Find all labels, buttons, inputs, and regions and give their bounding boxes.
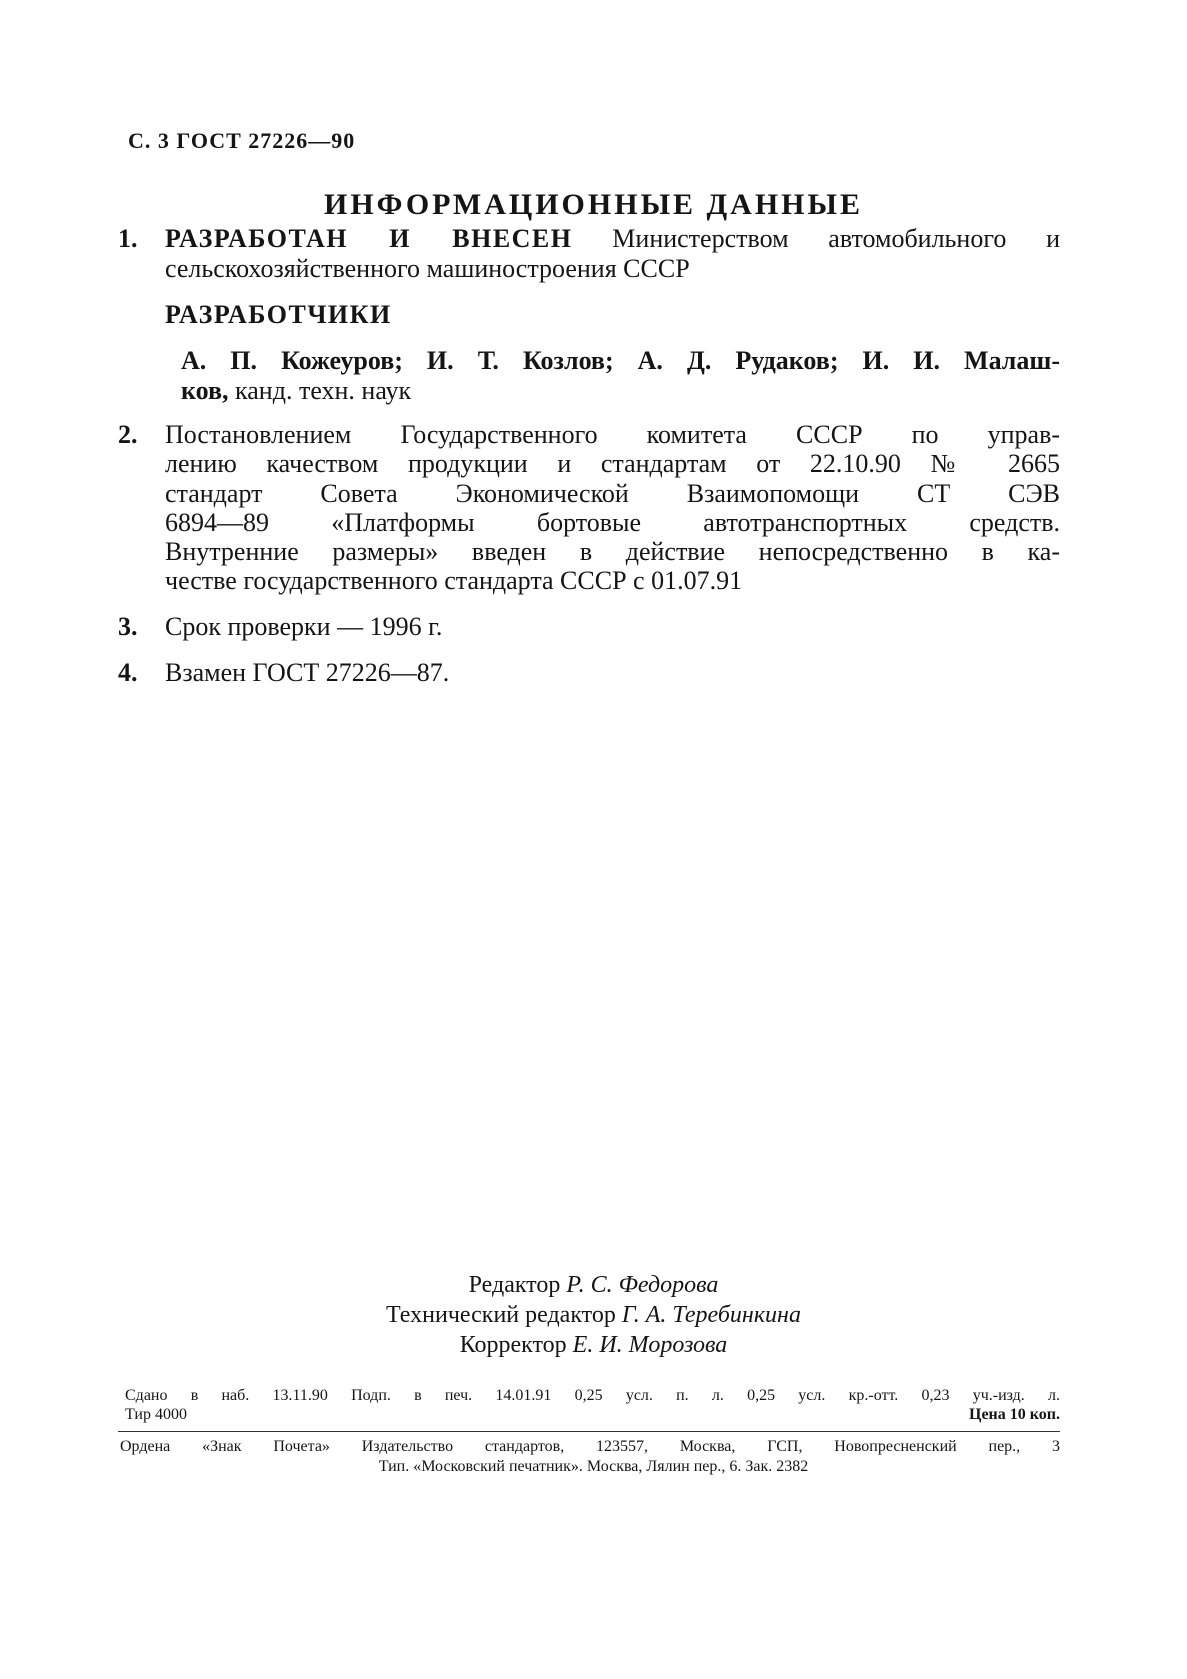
item-1-line-2: сельскохозяйственного машиностроения СССР bbox=[165, 254, 690, 283]
item-2-line: 6894—89 «Платформы бортовые автотранспортных средств. bbox=[165, 508, 1060, 537]
item-1-line-1-rest: Министерством автомобильного и bbox=[612, 224, 1061, 253]
credit-tech-editor bbox=[0, 1302, 1187, 1329]
developers-degree: канд. техн. наук bbox=[235, 376, 412, 405]
item-4-text: Взамен ГОСТ 27226—87. bbox=[165, 658, 450, 687]
item-2-line: честве государственного стандарта СССР с 01.07.91 bbox=[165, 566, 743, 595]
item-3-text: Срок проверки — 1996 г. bbox=[165, 612, 443, 641]
item-2-line: стандарт Совета Экономической Взаимопомощи СТ СЭВ bbox=[165, 479, 1060, 508]
item-4-number: 4. bbox=[118, 658, 138, 687]
developers-line-1: А. П. Кожеуров; И. Т. Козлов; А. Д. Рудаков; И. И. Малаш- bbox=[181, 346, 1060, 375]
credit-corrector bbox=[0, 1332, 1187, 1359]
page-header: С. 3 ГОСТ 27226—90 bbox=[128, 128, 356, 153]
developers-name-end: ков, bbox=[181, 376, 229, 405]
item-1-number: 1. bbox=[118, 224, 138, 253]
credit-corrector-label: Корректор bbox=[459, 1332, 567, 1358]
credit-editor-label: Редактор bbox=[468, 1272, 561, 1298]
item-1-lead: РАЗРАБОТАН И ВНЕСЕН bbox=[165, 224, 573, 253]
imprint-line-1: Сдано в наб. 13.11.90 Подп. в печ. 14.01.91 0,25 усл. п. л. 0,25 усл. кр.-отт. 0,23 уч.-изд. л. bbox=[125, 1387, 1060, 1404]
imprint-price: Цена 10 коп. bbox=[969, 1406, 1060, 1423]
item-2-number: 2. bbox=[118, 420, 138, 449]
item-1-line-1 bbox=[165, 224, 1060, 254]
item-2-line: Постановлением Государственного комитета СССР по управ- bbox=[165, 420, 1060, 449]
imprint-circulation: Тир 4000 bbox=[125, 1406, 187, 1423]
credit-corrector-name: Е. И. Морозова bbox=[572, 1332, 728, 1358]
developers-heading: РАЗРАБОТЧИКИ bbox=[165, 300, 392, 329]
imprint-divider bbox=[118, 1431, 1060, 1432]
credit-tech-editor-name: Г. А. Теребинкина bbox=[621, 1302, 801, 1328]
credit-tech-editor-label: Технический редактор bbox=[386, 1302, 616, 1328]
item-3-number: 3. bbox=[118, 612, 138, 641]
publisher-line-1: Ордена «Знак Почета» Издательство стандартов, 123557, Москва, ГСП, Новопресненский пер., 3 bbox=[120, 1438, 1060, 1455]
item-2-line: Внутренние размеры» введен в действие непосредственно в ка- bbox=[165, 537, 1060, 566]
credit-editor bbox=[0, 1272, 1187, 1299]
item-2-line: лению качеством продукции и стандартам от 22.10.90 № 2665 bbox=[165, 449, 1060, 478]
publisher-line-2: Тип. «Московский печатник». Москва, Лялин пер., 6. Зак. 2382 bbox=[378, 1458, 809, 1475]
page-title: ИНФОРМАЦИОННЫЕ ДАННЫЕ bbox=[324, 188, 863, 221]
developers-line-2 bbox=[181, 376, 411, 406]
credit-editor-name: Р. С. Федорова bbox=[566, 1272, 719, 1298]
